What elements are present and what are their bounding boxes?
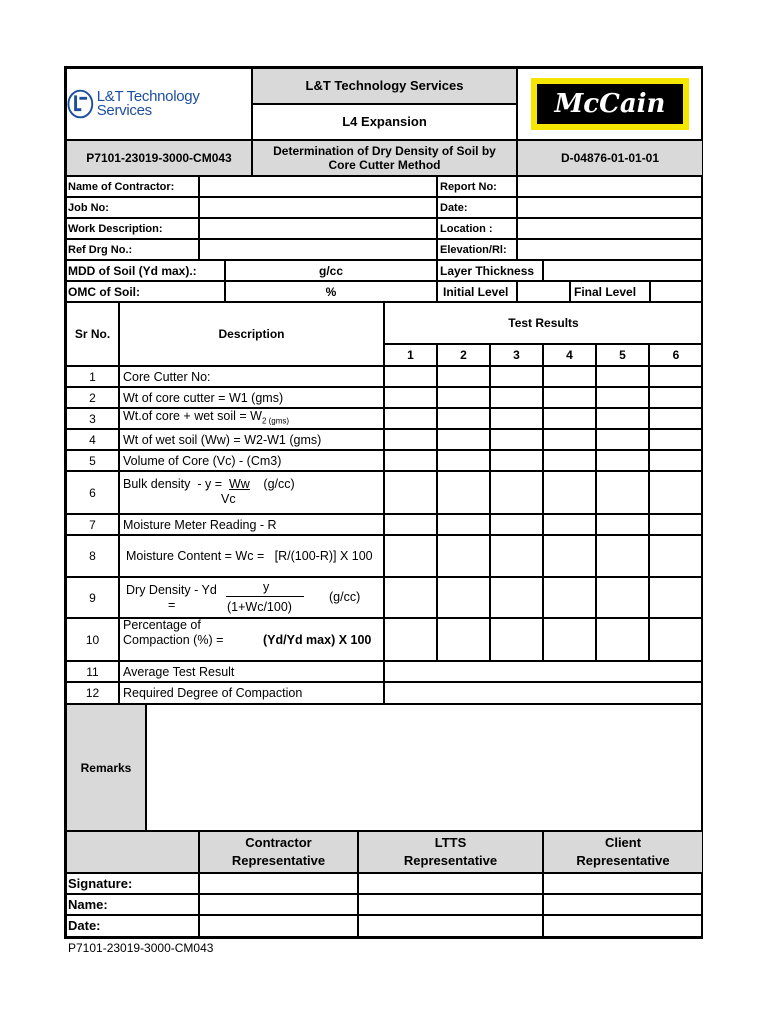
row-number: 5 (66, 450, 119, 471)
sign-date-label: Date: (66, 915, 199, 937)
work-desc-label: Work Description: (66, 218, 199, 239)
row-description-text: Average Test Result (123, 664, 235, 679)
job-no-field[interactable] (199, 197, 437, 218)
bulk-density-denominator: Vc (221, 492, 236, 506)
result-cell-3[interactable] (490, 514, 543, 535)
result-cell-2[interactable] (437, 514, 490, 535)
ref-number: D-04876-01-01-01 (517, 140, 703, 176)
result-cell-5[interactable] (596, 618, 649, 661)
row-number: 9 (66, 577, 119, 618)
row-number: 2 (66, 387, 119, 408)
dry-density-unit: (g/cc) (329, 590, 361, 604)
result-cell-2[interactable] (437, 450, 490, 471)
row-description (119, 450, 384, 471)
bulk-density-text: Bulk density - y = (123, 477, 226, 491)
result-cell-1[interactable] (384, 429, 437, 450)
client-logo-text: McCain (554, 89, 666, 119)
layer-thickness-label: Layer Thickness (437, 260, 543, 281)
row-description-text: Volume of Core (Vc) - (Cm3) (123, 453, 282, 468)
contractor-rep-line1: Contractor (245, 835, 312, 850)
company-logo (66, 68, 252, 140)
result-cell-5[interactable] (596, 450, 649, 471)
result-cell-3[interactable] (490, 450, 543, 471)
form-title (252, 140, 517, 176)
result-cell-4[interactable] (543, 535, 596, 577)
description-header: Description (119, 302, 384, 366)
row-result-merged-cell[interactable] (384, 682, 703, 704)
contractor-rep-line2: Representative (231, 853, 326, 868)
row-description-text: Wt of core cutter = W1 (gms) (123, 390, 284, 405)
report-no-label: Report No: (437, 176, 517, 197)
result-cell-5[interactable] (596, 408, 649, 429)
date-contractor-field[interactable] (199, 915, 358, 937)
result-cell-2[interactable] (437, 577, 490, 618)
soil-density-form (64, 66, 703, 939)
result-cell-6[interactable] (649, 471, 703, 514)
row-number: 1 (66, 366, 119, 387)
row-number: 8 (66, 535, 119, 577)
company-logo-text: L&T Technology Services (96, 88, 200, 119)
result-cell-6[interactable] (649, 535, 703, 577)
result-cell-2[interactable] (437, 366, 490, 387)
mdd-label: MDD of Soil (Yd max).: (66, 260, 225, 281)
name-label: Name: (66, 894, 199, 915)
result-cell-4[interactable] (543, 618, 596, 661)
result-cell-6[interactable] (649, 618, 703, 661)
result-cell-3[interactable] (490, 387, 543, 408)
result-cell-6[interactable] (649, 450, 703, 471)
test-column-3-header: 3 (490, 344, 543, 366)
result-cell-3[interactable] (490, 577, 543, 618)
location-label: Location : (437, 218, 517, 239)
signature-client-field[interactable] (543, 873, 703, 894)
result-cell-4[interactable] (543, 366, 596, 387)
result-cell-3[interactable] (490, 429, 543, 450)
result-cell-4[interactable] (543, 408, 596, 429)
result-cell-2[interactable] (437, 387, 490, 408)
remarks-label: Remarks (66, 704, 146, 831)
test-column-5-header: 5 (596, 344, 649, 366)
result-cell-5[interactable] (596, 577, 649, 618)
result-cell-1[interactable] (384, 535, 437, 577)
row-description (119, 577, 384, 618)
row-description (119, 661, 384, 682)
name-contractor-field[interactable] (199, 894, 358, 915)
row-description (119, 429, 384, 450)
ltts-rep-header (358, 831, 543, 873)
row-description (119, 408, 384, 429)
row-description-main: Wt.of core + wet soil = W (123, 408, 262, 423)
name-client-field[interactable] (543, 894, 703, 915)
omc-label: OMC of Soil: (66, 281, 225, 302)
result-cell-1[interactable] (384, 450, 437, 471)
row-description-text (123, 409, 289, 429)
date-client-field[interactable] (543, 915, 703, 937)
result-cell-1[interactable] (384, 408, 437, 429)
row-number: 10 (66, 618, 119, 661)
row-description (119, 618, 384, 661)
contractor-label: Name of Contractor: (66, 176, 199, 197)
test-column-6-header: 6 (649, 344, 703, 366)
result-cell-6[interactable] (649, 366, 703, 387)
remarks-field[interactable] (146, 704, 703, 831)
result-cell-4[interactable] (543, 514, 596, 535)
result-cell-6[interactable] (649, 514, 703, 535)
initial-level-label: Initial Level (437, 281, 517, 302)
bulk-density-unit: (g/cc) (253, 477, 295, 491)
client-rep-line2: Representative (576, 853, 670, 868)
date-ltts-field[interactable] (358, 915, 543, 937)
row-description (119, 366, 384, 387)
row-description-text: Core Cutter No: (123, 369, 211, 384)
test-column-2-header: 2 (437, 344, 490, 366)
row-description (119, 682, 384, 704)
ref-drg-label: Ref Drg No.: (66, 239, 199, 260)
result-cell-6[interactable] (649, 577, 703, 618)
result-cell-4[interactable] (543, 577, 596, 618)
result-cell-6[interactable] (649, 387, 703, 408)
result-cell-1[interactable] (384, 514, 437, 535)
elevation-label: Elevation/Rl: (437, 239, 517, 260)
ref-drg-field[interactable] (199, 239, 437, 260)
result-cell-4[interactable] (543, 387, 596, 408)
signature-ltts-field[interactable] (358, 873, 543, 894)
row-number: 3 (66, 408, 119, 429)
result-cell-3[interactable] (490, 535, 543, 577)
lt-logo-icon (67, 88, 94, 120)
result-cell-5[interactable] (596, 429, 649, 450)
row-description-subscript: 2 (gms) (261, 416, 290, 426)
result-cell-3[interactable] (490, 618, 543, 661)
result-cell-3[interactable] (490, 471, 543, 514)
form-title-line2: Core Cutter Method (328, 158, 441, 172)
row-number: 4 (66, 429, 119, 450)
result-cell-1[interactable] (384, 366, 437, 387)
row-description (119, 471, 384, 514)
result-cell-3[interactable] (490, 408, 543, 429)
result-cell-1[interactable] (384, 387, 437, 408)
date-label: Date: (437, 197, 517, 218)
result-cell-5[interactable] (596, 514, 649, 535)
initial-level-field[interactable] (517, 281, 570, 302)
row-description-text: Moisture Content = Wc = [R/(100-R)] X 100 (126, 549, 373, 563)
test-column-1-header: 1 (384, 344, 437, 366)
project-name: L4 Expansion (252, 104, 517, 140)
row-description (119, 514, 384, 535)
sr-no-header: Sr No. (66, 302, 119, 366)
fraction-bar (226, 596, 304, 597)
test-column-4-header: 4 (543, 344, 596, 366)
dry-density-text: Dry Density - Yd (126, 583, 217, 597)
ltts-rep-line2: Representative (403, 853, 498, 868)
row-description (119, 387, 384, 408)
report-no-field[interactable] (517, 176, 703, 197)
row-number: 7 (66, 514, 119, 535)
date-field[interactable] (517, 197, 703, 218)
dry-density-equals: = (168, 598, 176, 612)
bulk-density-numerator: Ww (229, 477, 250, 491)
row-number: 6 (66, 471, 119, 514)
contractor-rep-header (199, 831, 358, 873)
doc-number: P7101-23019-3000-CM043 (66, 140, 252, 176)
result-cell-5[interactable] (596, 535, 649, 577)
client-rep-header (543, 831, 703, 873)
compaction-text-line1: Percentage of (123, 618, 201, 632)
layer-thickness-field[interactable] (543, 260, 703, 281)
row-number: 12 (66, 682, 119, 704)
result-cell-5[interactable] (596, 471, 649, 514)
result-cell-2[interactable] (437, 618, 490, 661)
signature-label: Signature: (66, 873, 199, 894)
work-desc-field[interactable] (199, 218, 437, 239)
row-description (119, 535, 384, 577)
sign-corner (66, 831, 199, 873)
result-cell-2[interactable] (437, 535, 490, 577)
row-result-merged-cell[interactable] (384, 661, 703, 682)
omc-unit: % (225, 281, 437, 302)
client-logo (517, 68, 703, 140)
contractor-field[interactable] (199, 176, 437, 197)
result-cell-1[interactable] (384, 618, 437, 661)
footer-doc-code: P7101-23019-3000-CM043 (68, 941, 214, 955)
result-cell-2[interactable] (437, 408, 490, 429)
result-cell-2[interactable] (437, 471, 490, 514)
client-logo-badge (531, 78, 689, 130)
result-cell-3[interactable] (490, 366, 543, 387)
result-cell-1[interactable] (384, 471, 437, 514)
row-number: 11 (66, 661, 119, 682)
result-cell-4[interactable] (543, 450, 596, 471)
compaction-text-line2: Compaction (%) = (123, 633, 224, 647)
dry-density-numerator: y (263, 580, 270, 594)
form-title-line1: Determination of Dry Density of Soil by (273, 144, 496, 158)
result-cell-5[interactable] (596, 387, 649, 408)
compaction-formula: (Yd/Yd max) X 100 (263, 633, 372, 647)
name-ltts-field[interactable] (358, 894, 543, 915)
row-description-text: Wt of wet soil (Ww) = W2-W1 (gms) (123, 432, 322, 447)
mdd-unit: g/cc (225, 260, 437, 281)
result-cell-2[interactable] (437, 429, 490, 450)
location-field[interactable] (517, 218, 703, 239)
result-cell-5[interactable] (596, 366, 649, 387)
ltts-rep-line1: LTTS (434, 835, 467, 850)
row-description-text: Moisture Meter Reading - R (123, 517, 277, 532)
result-cell-4[interactable] (543, 471, 596, 514)
result-cell-6[interactable] (649, 408, 703, 429)
row-description-text: Required Degree of Compaction (123, 686, 303, 700)
job-no-label: Job No: (66, 197, 199, 218)
final-level-label: Final Level (570, 281, 650, 302)
test-results-header: Test Results (384, 302, 703, 344)
company-name: L&T Technology Services (252, 68, 517, 104)
result-cell-4[interactable] (543, 429, 596, 450)
elevation-field[interactable] (517, 239, 703, 260)
signature-contractor-field[interactable] (199, 873, 358, 894)
client-rep-line1: Client (604, 835, 642, 850)
result-cell-6[interactable] (649, 429, 703, 450)
client-logo-inner (537, 84, 683, 124)
result-cell-1[interactable] (384, 577, 437, 618)
final-level-field[interactable] (650, 281, 703, 302)
dry-density-denominator: (1+Wc/100) (227, 600, 292, 614)
